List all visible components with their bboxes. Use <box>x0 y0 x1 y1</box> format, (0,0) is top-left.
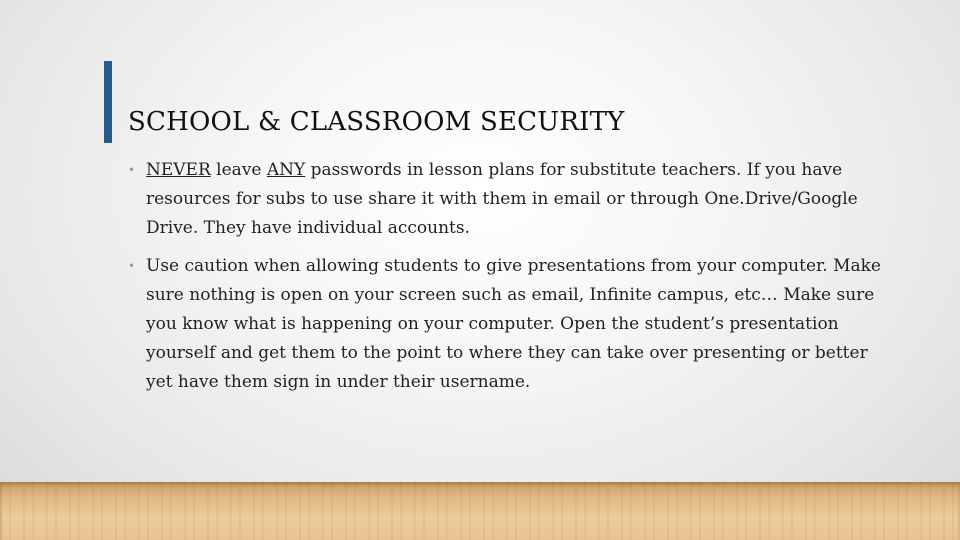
slide-title: SCHOOL & CLASSROOM SECURITY <box>128 107 625 137</box>
bullet-dot-icon: • <box>128 163 136 177</box>
emphasis-any: ANY <box>266 160 306 180</box>
bullet-item-presentations <box>128 252 888 397</box>
bullet-list <box>128 156 888 397</box>
bullet-text-segment: leave <box>210 160 267 180</box>
bullet-text-segment: passwords in lesson plans for substitute teachers. If you have resources for subs to use share it with them in email or through One.Drive/Google Drive. They have individual accounts. <box>146 160 858 238</box>
wood-floor-strip <box>0 482 960 540</box>
bullet-text: Use caution when allowing students to give presentations from your computer. Make sure nothing is open on your screen such as email, Infinite campus, etc… Make sure you know what is happening on your computer. Open the student’s presentation yourself and get them to the point to where they can take over presenting or better yet have them sign in under their username. <box>146 256 881 392</box>
emphasis-never: NEVER <box>146 160 211 180</box>
bullet-dot-icon: • <box>128 259 136 273</box>
bullet-item-passwords <box>128 156 888 243</box>
title-accent-bar <box>104 61 112 143</box>
